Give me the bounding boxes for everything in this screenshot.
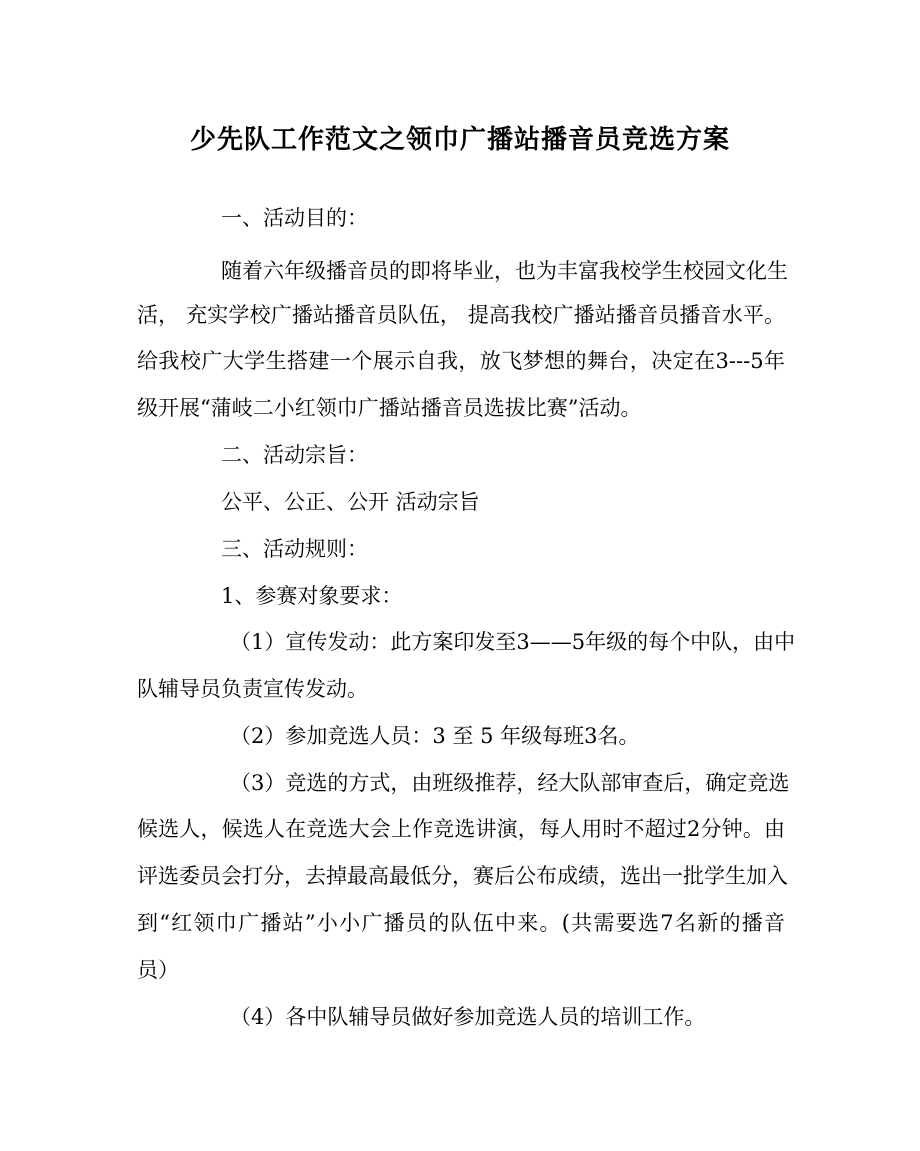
section-heading-aim: 二、活动宗旨： [221,443,368,467]
list-item-line: 员） [137,958,179,982]
list-item-line: 评选委员会打分，去掉最高最低分，赛后公布成绩，选出一批学生加入 [137,864,788,888]
paragraph-line: 给我校广大学生搭建一个展示自我，放飞梦想的舞台，决定在3---5年 [137,349,785,373]
section-heading-purpose: 一、活动目的： [221,206,368,230]
document-title: 少先队工作范文之领巾广播站播音员竞选方案 [189,125,730,155]
list-item-line: 候选人，候选人在竞选大会上作竞选讲演，每人用时不超过2分钟。由 [137,817,785,841]
paragraph-line: 活， 充实学校广播站播音员队伍， 提高我校广播站播音员播音水平。 [137,303,785,327]
paragraph-line: 级开展“蒲岐二小红领巾广播站播音员选拔比赛”活动。 [137,396,642,420]
list-item-line: （1）宣传发动：此方案印发至3——5年级的每个中队，由中 [230,630,796,654]
paragraph-line: 随着六年级播音员的即将毕业，也为丰富我校学生校园文化生 [221,259,788,283]
list-item-line: 队辅导员负责宣传发动。 [137,677,368,701]
list-item-line: （2）参加竞选人员：3 至 5 年级每班3名。 [230,724,640,748]
list-item-line: 到“红领巾广播站”小小广播员的队伍中来。(共需要选7名新的播音 [137,911,785,935]
paragraph-line: 公平、公正、公开 活动宗旨 [221,490,480,514]
list-item-line: （4）各中队辅导员做好参加竞选人员的培训工作。 [230,1005,706,1029]
list-item-heading: 1、参赛对象要求： [221,584,403,608]
list-item-line: （3）竞选的方式，由班级推荐，经大队部审查后，确定竞选 [230,771,790,795]
section-heading-rules: 三、活动规则： [221,537,368,561]
